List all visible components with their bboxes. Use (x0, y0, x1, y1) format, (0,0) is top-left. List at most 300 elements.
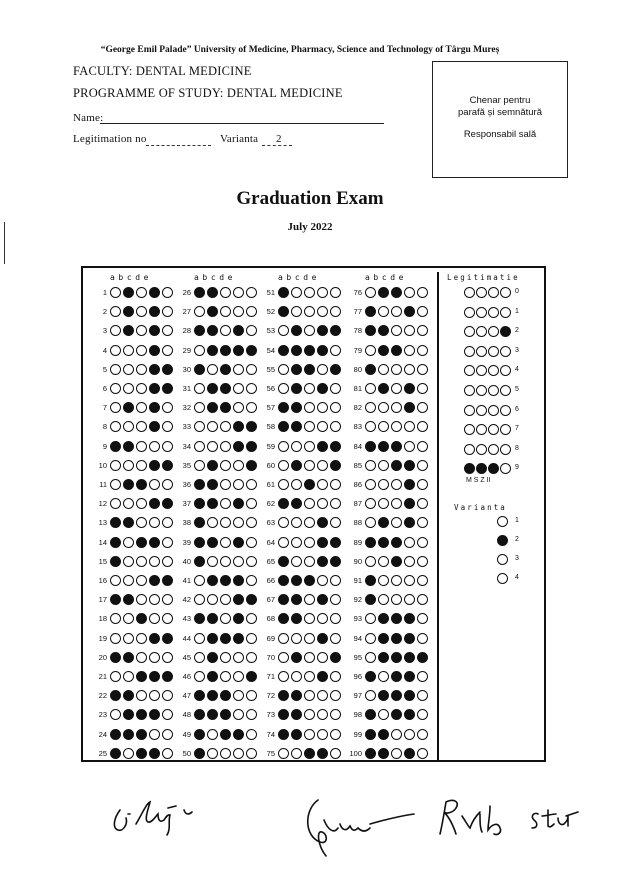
answer-bubble[interactable] (317, 575, 328, 586)
answer-bubble[interactable] (391, 671, 402, 682)
answer-bubble[interactable] (278, 383, 289, 394)
answer-bubble[interactable] (365, 383, 376, 394)
answer-bubble[interactable] (136, 556, 147, 567)
legitimation-bubble[interactable] (488, 405, 499, 416)
answer-bubble[interactable] (233, 748, 244, 759)
answer-bubble[interactable] (404, 633, 415, 644)
answer-bubble[interactable] (378, 441, 389, 452)
answer-bubble[interactable] (291, 556, 302, 567)
answer-bubble[interactable] (110, 364, 121, 375)
answer-bubble[interactable] (220, 748, 231, 759)
answer-bubble[interactable] (220, 729, 231, 740)
answer-bubble[interactable] (391, 460, 402, 471)
answer-bubble[interactable] (123, 364, 134, 375)
legitimation-bubble[interactable] (476, 385, 487, 396)
answer-bubble[interactable] (330, 671, 341, 682)
answer-bubble[interactable] (233, 729, 244, 740)
answer-bubble[interactable] (404, 652, 415, 663)
answer-bubble[interactable] (149, 383, 160, 394)
answer-bubble[interactable] (291, 748, 302, 759)
answer-bubble[interactable] (149, 671, 160, 682)
legitimation-bubble[interactable] (476, 405, 487, 416)
answer-bubble[interactable] (330, 575, 341, 586)
answer-bubble[interactable] (110, 441, 121, 452)
legitimation-bubble[interactable] (488, 346, 499, 357)
answer-bubble[interactable] (291, 652, 302, 663)
legitimation-bubble[interactable] (476, 346, 487, 357)
answer-bubble[interactable] (123, 287, 134, 298)
answer-bubble[interactable] (417, 575, 428, 586)
answer-bubble[interactable] (417, 748, 428, 759)
answer-bubble[interactable] (317, 729, 328, 740)
answer-bubble[interactable] (365, 671, 376, 682)
answer-bubble[interactable] (417, 633, 428, 644)
legitimation-bubble[interactable] (464, 405, 475, 416)
answer-bubble[interactable] (136, 383, 147, 394)
answer-bubble[interactable] (207, 556, 218, 567)
answer-bubble[interactable] (110, 575, 121, 586)
answer-bubble[interactable] (378, 652, 389, 663)
legitimation-bubble[interactable] (488, 287, 499, 298)
answer-bubble[interactable] (110, 479, 121, 490)
answer-bubble[interactable] (220, 556, 231, 567)
answer-bubble[interactable] (291, 364, 302, 375)
answer-bubble[interactable] (110, 729, 121, 740)
answer-bubble[interactable] (220, 479, 231, 490)
answer-bubble[interactable] (317, 441, 328, 452)
answer-bubble[interactable] (123, 345, 134, 356)
answer-bubble[interactable] (304, 383, 315, 394)
answer-bubble[interactable] (233, 633, 244, 644)
answer-bubble[interactable] (149, 652, 160, 663)
answer-bubble[interactable] (291, 460, 302, 471)
answer-bubble[interactable] (404, 364, 415, 375)
answer-bubble[interactable] (378, 479, 389, 490)
answer-bubble[interactable] (365, 556, 376, 567)
answer-bubble[interactable] (304, 479, 315, 490)
answer-bubble[interactable] (404, 556, 415, 567)
answer-bubble[interactable] (317, 345, 328, 356)
legitimation-bubble[interactable] (500, 444, 511, 455)
answer-bubble[interactable] (220, 537, 231, 548)
answer-bubble[interactable] (317, 652, 328, 663)
answer-bubble[interactable] (123, 575, 134, 586)
answer-bubble[interactable] (330, 633, 341, 644)
answer-bubble[interactable] (207, 479, 218, 490)
answer-bubble[interactable] (149, 556, 160, 567)
answer-bubble[interactable] (391, 748, 402, 759)
answer-bubble[interactable] (330, 441, 341, 452)
answer-bubble[interactable] (330, 748, 341, 759)
answer-bubble[interactable] (136, 537, 147, 548)
answer-bubble[interactable] (391, 633, 402, 644)
answer-bubble[interactable] (391, 537, 402, 548)
answer-bubble[interactable] (149, 748, 160, 759)
answer-bubble[interactable] (110, 345, 121, 356)
legitimation-bubble[interactable] (464, 385, 475, 396)
answer-bubble[interactable] (149, 441, 160, 452)
answer-bubble[interactable] (330, 383, 341, 394)
legitimation-bubble[interactable] (464, 444, 475, 455)
answer-bubble[interactable] (378, 556, 389, 567)
answer-bubble[interactable] (330, 460, 341, 471)
answer-bubble[interactable] (207, 460, 218, 471)
answer-bubble[interactable] (233, 671, 244, 682)
answer-bubble[interactable] (417, 345, 428, 356)
answer-bubble[interactable] (391, 287, 402, 298)
answer-bubble[interactable] (233, 364, 244, 375)
varianta-bubble[interactable] (497, 535, 508, 546)
answer-bubble[interactable] (404, 460, 415, 471)
answer-bubble[interactable] (136, 633, 147, 644)
legitimation-bubble[interactable] (488, 444, 499, 455)
answer-bubble[interactable] (417, 729, 428, 740)
answer-bubble[interactable] (220, 652, 231, 663)
answer-bubble[interactable] (304, 537, 315, 548)
answer-bubble[interactable] (233, 479, 244, 490)
answer-bubble[interactable] (304, 556, 315, 567)
answer-bubble[interactable] (278, 556, 289, 567)
answer-bubble[interactable] (330, 345, 341, 356)
answer-bubble[interactable] (207, 441, 218, 452)
answer-bubble[interactable] (136, 364, 147, 375)
answer-bubble[interactable] (391, 364, 402, 375)
answer-bubble[interactable] (194, 441, 205, 452)
answer-bubble[interactable] (123, 748, 134, 759)
answer-bubble[interactable] (278, 287, 289, 298)
answer-bubble[interactable] (220, 671, 231, 682)
answer-bubble[interactable] (194, 729, 205, 740)
answer-bubble[interactable] (417, 460, 428, 471)
legitimation-bubble[interactable] (500, 385, 511, 396)
answer-bubble[interactable] (330, 479, 341, 490)
answer-bubble[interactable] (317, 748, 328, 759)
legitimation-bubble[interactable] (464, 346, 475, 357)
answer-bubble[interactable] (136, 460, 147, 471)
answer-bubble[interactable] (391, 729, 402, 740)
answer-bubble[interactable] (194, 537, 205, 548)
answer-bubble[interactable] (378, 287, 389, 298)
answer-bubble[interactable] (233, 441, 244, 452)
varianta-field[interactable] (262, 145, 292, 146)
answer-bubble[interactable] (391, 479, 402, 490)
answer-bubble[interactable] (291, 345, 302, 356)
answer-bubble[interactable] (330, 729, 341, 740)
answer-bubble[interactable] (391, 556, 402, 567)
answer-bubble[interactable] (136, 287, 147, 298)
answer-bubble[interactable] (278, 575, 289, 586)
answer-bubble[interactable] (378, 460, 389, 471)
legitimation-bubble[interactable] (476, 444, 487, 455)
answer-bubble[interactable] (136, 345, 147, 356)
answer-bubble[interactable] (194, 460, 205, 471)
answer-bubble[interactable] (291, 633, 302, 644)
answer-bubble[interactable] (110, 556, 121, 567)
answer-bubble[interactable] (149, 287, 160, 298)
answer-bubble[interactable] (149, 460, 160, 471)
answer-bubble[interactable] (365, 748, 376, 759)
answer-bubble[interactable] (123, 729, 134, 740)
varianta-bubble[interactable] (497, 554, 508, 565)
answer-bubble[interactable] (291, 671, 302, 682)
answer-bubble[interactable] (365, 364, 376, 375)
legitimation-bubble[interactable] (488, 307, 499, 318)
answer-bubble[interactable] (233, 575, 244, 586)
answer-bubble[interactable] (317, 383, 328, 394)
answer-bubble[interactable] (365, 287, 376, 298)
answer-bubble[interactable] (317, 537, 328, 548)
answer-bubble[interactable] (207, 729, 218, 740)
answer-bubble[interactable] (304, 729, 315, 740)
answer-bubble[interactable] (304, 441, 315, 452)
answer-bubble[interactable] (330, 287, 341, 298)
answer-bubble[interactable] (207, 652, 218, 663)
answer-bubble[interactable] (404, 729, 415, 740)
answer-bubble[interactable] (220, 364, 231, 375)
legitimation-bubble[interactable] (476, 287, 487, 298)
answer-bubble[interactable] (365, 633, 376, 644)
answer-bubble[interactable] (404, 671, 415, 682)
answer-bubble[interactable] (149, 575, 160, 586)
answer-bubble[interactable] (304, 748, 315, 759)
answer-bubble[interactable] (304, 364, 315, 375)
answer-bubble[interactable] (123, 671, 134, 682)
answer-bubble[interactable] (233, 652, 244, 663)
answer-bubble[interactable] (233, 537, 244, 548)
legitimation-bubble[interactable] (464, 287, 475, 298)
answer-bubble[interactable] (404, 575, 415, 586)
answer-bubble[interactable] (304, 671, 315, 682)
answer-bubble[interactable] (207, 287, 218, 298)
answer-bubble[interactable] (220, 441, 231, 452)
answer-bubble[interactable] (220, 575, 231, 586)
answer-bubble[interactable] (123, 441, 134, 452)
answer-bubble[interactable] (123, 556, 134, 567)
answer-bubble[interactable] (194, 575, 205, 586)
answer-bubble[interactable] (110, 383, 121, 394)
answer-bubble[interactable] (207, 345, 218, 356)
answer-bubble[interactable] (194, 345, 205, 356)
answer-bubble[interactable] (194, 364, 205, 375)
answer-bubble[interactable] (317, 556, 328, 567)
answer-bubble[interactable] (391, 441, 402, 452)
answer-bubble[interactable] (404, 345, 415, 356)
answer-bubble[interactable] (417, 537, 428, 548)
answer-bubble[interactable] (365, 460, 376, 471)
answer-bubble[interactable] (330, 364, 341, 375)
answer-bubble[interactable] (317, 364, 328, 375)
answer-bubble[interactable] (136, 671, 147, 682)
answer-bubble[interactable] (378, 537, 389, 548)
answer-bubble[interactable] (194, 287, 205, 298)
varianta-bubble[interactable] (497, 573, 508, 584)
answer-bubble[interactable] (136, 748, 147, 759)
answer-bubble[interactable] (378, 671, 389, 682)
answer-bubble[interactable] (330, 652, 341, 663)
legitimation-bubble[interactable] (464, 307, 475, 318)
answer-bubble[interactable] (304, 633, 315, 644)
answer-bubble[interactable] (278, 537, 289, 548)
answer-bubble[interactable] (378, 575, 389, 586)
legitimation-bubble[interactable] (500, 307, 511, 318)
answer-bubble[interactable] (194, 556, 205, 567)
answer-bubble[interactable] (378, 383, 389, 394)
answer-bubble[interactable] (291, 287, 302, 298)
answer-bubble[interactable] (365, 537, 376, 548)
answer-bubble[interactable] (304, 345, 315, 356)
answer-bubble[interactable] (391, 652, 402, 663)
answer-bubble[interactable] (110, 287, 121, 298)
answer-bubble[interactable] (207, 537, 218, 548)
answer-bubble[interactable] (149, 537, 160, 548)
answer-bubble[interactable] (207, 633, 218, 644)
answer-bubble[interactable] (317, 287, 328, 298)
answer-bubble[interactable] (317, 479, 328, 490)
answer-bubble[interactable] (365, 729, 376, 740)
answer-bubble[interactable] (304, 575, 315, 586)
answer-bubble[interactable] (123, 652, 134, 663)
answer-bubble[interactable] (110, 652, 121, 663)
answer-bubble[interactable] (207, 383, 218, 394)
answer-bubble[interactable] (233, 556, 244, 567)
answer-bubble[interactable] (149, 633, 160, 644)
answer-bubble[interactable] (391, 383, 402, 394)
answer-bubble[interactable] (207, 364, 218, 375)
answer-bubble[interactable] (136, 479, 147, 490)
answer-bubble[interactable] (378, 345, 389, 356)
answer-bubble[interactable] (304, 287, 315, 298)
answer-bubble[interactable] (278, 671, 289, 682)
answer-bubble[interactable] (317, 633, 328, 644)
answer-bubble[interactable] (220, 287, 231, 298)
answer-bubble[interactable] (136, 729, 147, 740)
name-field[interactable] (100, 123, 384, 124)
answer-bubble[interactable] (110, 537, 121, 548)
answer-bubble[interactable] (194, 671, 205, 682)
answer-bubble[interactable] (110, 748, 121, 759)
answer-bubble[interactable] (194, 652, 205, 663)
legitimation-field[interactable] (146, 145, 211, 146)
answer-bubble[interactable] (110, 671, 121, 682)
answer-bubble[interactable] (233, 460, 244, 471)
answer-bubble[interactable] (317, 460, 328, 471)
answer-bubble[interactable] (110, 460, 121, 471)
answer-bubble[interactable] (417, 479, 428, 490)
answer-bubble[interactable] (123, 383, 134, 394)
answer-bubble[interactable] (404, 537, 415, 548)
answer-bubble[interactable] (378, 364, 389, 375)
answer-bubble[interactable] (278, 460, 289, 471)
answer-bubble[interactable] (304, 652, 315, 663)
legitimation-bubble[interactable] (500, 346, 511, 357)
answer-bubble[interactable] (365, 441, 376, 452)
answer-bubble[interactable] (404, 479, 415, 490)
answer-bubble[interactable] (194, 633, 205, 644)
answer-bubble[interactable] (194, 748, 205, 759)
answer-bubble[interactable] (233, 383, 244, 394)
answer-bubble[interactable] (207, 575, 218, 586)
answer-bubble[interactable] (278, 364, 289, 375)
answer-bubble[interactable] (404, 748, 415, 759)
legitimation-bubble[interactable] (500, 405, 511, 416)
answer-bubble[interactable] (365, 345, 376, 356)
answer-bubble[interactable] (149, 345, 160, 356)
answer-bubble[interactable] (278, 652, 289, 663)
answer-bubble[interactable] (220, 345, 231, 356)
answer-bubble[interactable] (304, 460, 315, 471)
answer-bubble[interactable] (207, 748, 218, 759)
answer-bubble[interactable] (404, 383, 415, 394)
answer-bubble[interactable] (317, 671, 328, 682)
answer-bubble[interactable] (404, 287, 415, 298)
answer-bubble[interactable] (404, 441, 415, 452)
answer-bubble[interactable] (365, 575, 376, 586)
answer-bubble[interactable] (110, 633, 121, 644)
answer-bubble[interactable] (136, 652, 147, 663)
answer-bubble[interactable] (123, 633, 134, 644)
answer-bubble[interactable] (123, 479, 134, 490)
answer-bubble[interactable] (417, 671, 428, 682)
answer-bubble[interactable] (291, 479, 302, 490)
answer-bubble[interactable] (417, 287, 428, 298)
answer-bubble[interactable] (220, 460, 231, 471)
answer-bubble[interactable] (291, 537, 302, 548)
answer-bubble[interactable] (149, 729, 160, 740)
answer-bubble[interactable] (278, 345, 289, 356)
answer-bubble[interactable] (278, 748, 289, 759)
answer-bubble[interactable] (123, 460, 134, 471)
answer-bubble[interactable] (417, 441, 428, 452)
answer-bubble[interactable] (378, 729, 389, 740)
answer-bubble[interactable] (278, 479, 289, 490)
answer-bubble[interactable] (278, 633, 289, 644)
answer-bubble[interactable] (417, 556, 428, 567)
answer-bubble[interactable] (365, 479, 376, 490)
answer-bubble[interactable] (365, 652, 376, 663)
answer-bubble[interactable] (330, 556, 341, 567)
answer-bubble[interactable] (220, 383, 231, 394)
answer-bubble[interactable] (149, 364, 160, 375)
legitimation-bubble[interactable] (476, 307, 487, 318)
answer-bubble[interactable] (123, 537, 134, 548)
answer-bubble[interactable] (291, 383, 302, 394)
answer-bubble[interactable] (291, 575, 302, 586)
answer-bubble[interactable] (194, 383, 205, 394)
answer-bubble[interactable] (207, 671, 218, 682)
answer-bubble[interactable] (136, 575, 147, 586)
answer-bubble[interactable] (378, 633, 389, 644)
legitimation-bubble[interactable] (500, 287, 511, 298)
answer-bubble[interactable] (278, 441, 289, 452)
answer-bubble[interactable] (330, 537, 341, 548)
answer-bubble[interactable] (391, 575, 402, 586)
answer-bubble[interactable] (278, 729, 289, 740)
varianta-bubble[interactable] (497, 516, 508, 527)
answer-bubble[interactable] (233, 345, 244, 356)
answer-bubble[interactable] (233, 287, 244, 298)
answer-bubble[interactable] (291, 729, 302, 740)
answer-bubble[interactable] (220, 633, 231, 644)
answer-bubble[interactable] (417, 652, 428, 663)
answer-bubble[interactable] (291, 441, 302, 452)
legitimation-bubble[interactable] (488, 385, 499, 396)
answer-bubble[interactable] (417, 383, 428, 394)
answer-bubble[interactable] (194, 479, 205, 490)
answer-bubble[interactable] (136, 441, 147, 452)
answer-bubble[interactable] (391, 345, 402, 356)
answer-bubble[interactable] (149, 479, 160, 490)
answer-bubble[interactable] (417, 364, 428, 375)
